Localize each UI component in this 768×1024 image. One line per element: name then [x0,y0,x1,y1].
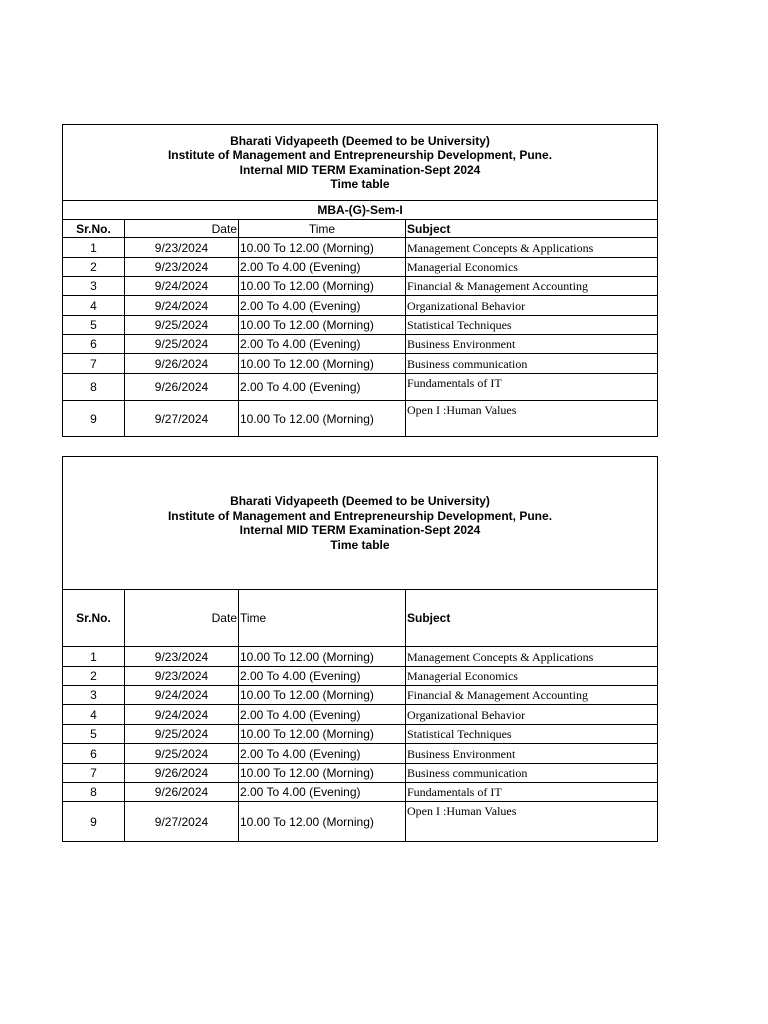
subject-cell: Business communication [406,354,658,374]
date-cell: 9/23/2024 [125,667,239,686]
date-cell: 9/23/2024 [125,238,239,258]
date-cell: 9/24/2024 [125,296,239,316]
subject-cell: Management Concepts & Applications [406,647,658,667]
date-cell: 9/25/2024 [125,316,239,335]
time-cell: 10.00 To 12.00 (Morning) [239,277,406,296]
table-row [63,647,658,667]
subject-cell: Statistical Techniques [406,725,658,744]
table-row [63,277,658,296]
time-cell: 2.00 To 4.00 (Evening) [239,667,406,686]
subject-cell: Open I :Human Values [406,401,658,437]
subject-cell: Financial & Management Accounting [406,686,658,705]
time-cell: 2.00 To 4.00 (Evening) [239,258,406,277]
exam-title: Internal MID TERM Examination-Sept 2024 [239,523,481,537]
subject-cell: Fundamentals of IT [406,374,658,401]
srno-cell: 6 [63,335,125,354]
university-name: Bharati Vidyapeeth (Deemed to be University) [230,494,490,508]
col-subject-header: Subject [406,590,658,647]
srno-cell: 9 [63,802,125,842]
subject-cell: Fundamentals of IT [406,783,658,802]
srno-cell: 6 [63,744,125,764]
subject-cell: Managerial Economics [406,258,658,277]
time-cell: 10.00 To 12.00 (Morning) [239,238,406,258]
date-cell: 9/26/2024 [125,354,239,374]
date-cell: 9/25/2024 [125,725,239,744]
date-cell: 9/25/2024 [125,744,239,764]
time-cell: 10.00 To 12.00 (Morning) [239,401,406,437]
srno-cell: 5 [63,316,125,335]
subject-cell: Business Environment [406,335,658,354]
time-cell: 10.00 To 12.00 (Morning) [239,354,406,374]
table-row [63,238,658,258]
srno-cell: 9 [63,401,125,437]
subject-cell: Open I :Human Values [406,802,658,842]
time-cell: 10.00 To 12.00 (Morning) [239,647,406,667]
table-row [63,705,658,725]
col-date-header: Date [125,590,239,647]
exam-title: Internal MID TERM Examination-Sept 2024 [239,162,481,177]
table-row [63,686,658,705]
date-cell: 9/25/2024 [125,335,239,354]
date-cell: 9/26/2024 [125,764,239,783]
timetable-header [63,125,658,201]
date-cell: 9/27/2024 [125,401,239,437]
column-header-row [63,590,658,647]
date-cell: 9/24/2024 [125,277,239,296]
institute-name: Institute of Management and Entrepreneurship Development, Pune. [167,148,553,162]
time-cell: 2.00 To 4.00 (Evening) [239,335,406,354]
program-title: MBA-(G)-Sem-I [63,201,658,220]
date-cell: 9/26/2024 [125,374,239,401]
time-cell: 10.00 To 12.00 (Morning) [239,764,406,783]
col-date-header: Date [125,220,239,238]
time-cell: 2.00 To 4.00 (Evening) [239,374,406,401]
time-cell: 2.00 To 4.00 (Evening) [239,783,406,802]
srno-cell: 7 [63,764,125,783]
col-subject-header: Subject [406,220,658,238]
column-header-row [63,220,658,238]
srno-cell: 1 [63,647,125,667]
srno-cell: 2 [63,667,125,686]
subject-cell: Managerial Economics [406,667,658,686]
subject-cell: Business Environment [406,744,658,764]
srno-cell: 8 [63,783,125,802]
university-name: Bharati Vidyapeeth (Deemed to be University) [230,133,490,148]
table-row [63,296,658,316]
time-cell: 2.00 To 4.00 (Evening) [239,296,406,316]
table-row [63,354,658,374]
institute-name: Institute of Management and Entrepreneurship Development, Pune. [167,508,553,523]
timetable-1 [62,124,658,437]
srno-cell: 2 [63,258,125,277]
table-row [63,258,658,277]
table-row [63,374,658,401]
subject-cell: Financial & Management Accounting [406,277,658,296]
timetable-label: Time table [330,177,390,191]
table-row [63,335,658,354]
srno-cell: 7 [63,354,125,374]
srno-cell: 4 [63,705,125,725]
subject-cell: Management Concepts & Applications [406,238,658,258]
srno-cell: 3 [63,686,125,705]
subject-cell: Business communication [406,764,658,783]
time-cell: 2.00 To 4.00 (Evening) [239,705,406,725]
srno-cell: 3 [63,277,125,296]
srno-cell: 4 [63,296,125,316]
subject-cell: Organizational Behavior [406,705,658,725]
timetable-header [63,457,658,590]
time-cell: 10.00 To 12.00 (Morning) [239,725,406,744]
timetable-2 [62,456,658,842]
srno-cell: 5 [63,725,125,744]
date-cell: 9/23/2024 [125,647,239,667]
table-row [63,316,658,335]
time-cell: 10.00 To 12.00 (Morning) [239,686,406,705]
srno-cell: 1 [63,238,125,258]
srno-cell: 8 [63,374,125,401]
col-srno-header: Sr.No. [63,220,125,238]
date-cell: 9/23/2024 [125,258,239,277]
subject-cell: Organizational Behavior [406,296,658,316]
date-cell: 9/26/2024 [125,783,239,802]
table-row [63,802,658,842]
col-time-header: Time [239,220,406,238]
date-cell: 9/24/2024 [125,686,239,705]
timetable-label: Time table [330,537,390,552]
date-cell: 9/27/2024 [125,802,239,842]
table-row [63,667,658,686]
table-row [63,744,658,764]
table-row [63,783,658,802]
table-row [63,401,658,437]
col-srno-header: Sr.No. [63,590,125,647]
date-cell: 9/24/2024 [125,705,239,725]
table-row [63,725,658,744]
time-cell: 2.00 To 4.00 (Evening) [239,744,406,764]
col-time-header: Time [239,590,406,647]
time-cell: 10.00 To 12.00 (Morning) [239,316,406,335]
time-cell: 10.00 To 12.00 (Morning) [239,802,406,842]
subject-cell: Statistical Techniques [406,316,658,335]
table-row [63,764,658,783]
